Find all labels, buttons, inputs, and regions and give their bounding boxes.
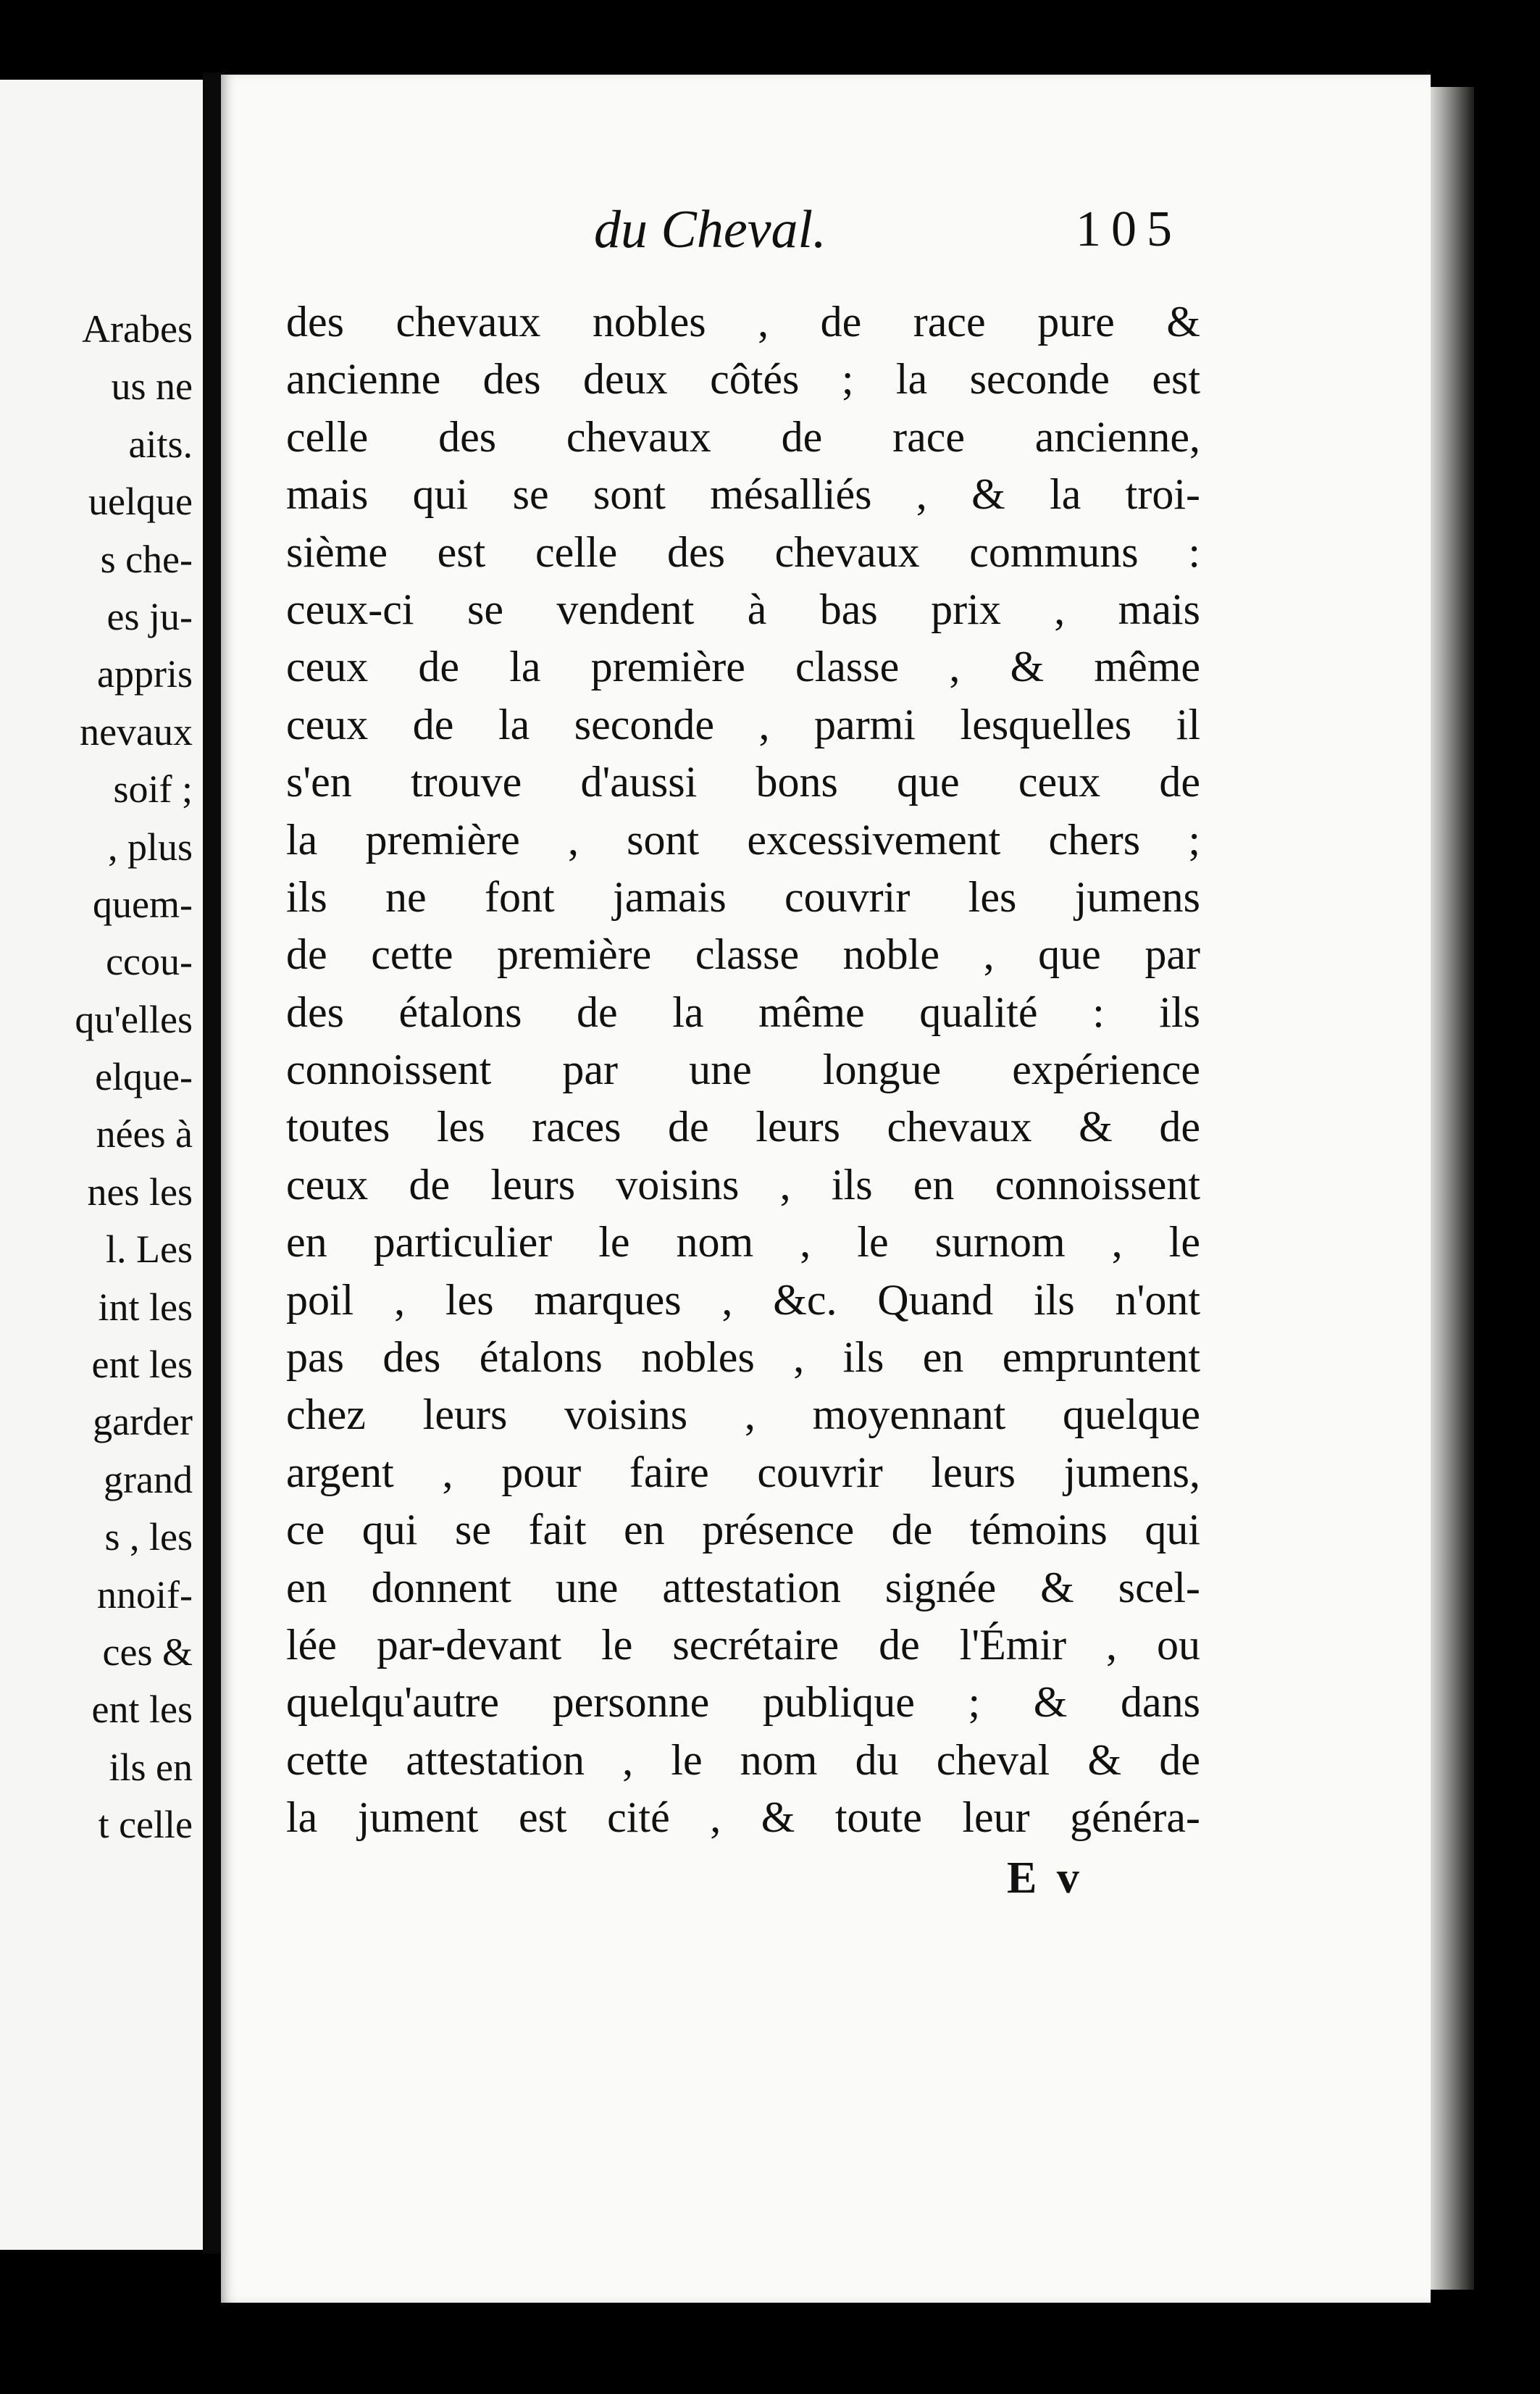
text-line: des chevaux nobles , de race pure & <box>286 298 1200 346</box>
text-line: lée par-devant le secrétaire de l'Émir , ou <box>286 1620 1200 1669</box>
catchword-signature: E v <box>1007 1853 1084 1903</box>
text-line: grand <box>104 1457 193 1501</box>
text-line: nées à <box>96 1112 193 1156</box>
text-line: t celle <box>98 1803 193 1847</box>
text-line: ils ne font jamais couvrir les jumens <box>286 872 1200 921</box>
text-line: es ju- <box>106 594 193 638</box>
previous-page-fragment <box>0 80 203 2250</box>
text-line: des étalons de la même qualité : ils <box>286 988 1200 1036</box>
text-line: appris <box>97 652 193 696</box>
text-line: ent les <box>91 1688 193 1732</box>
text-line: l. Les <box>106 1227 193 1272</box>
previous-page-text <box>75 301 193 1854</box>
text-line: s , les <box>104 1515 193 1559</box>
text-line: en particulier le nom , le surnom , le <box>286 1218 1200 1267</box>
text-line: argent , pour faire couvrir leurs jumens, <box>286 1448 1200 1496</box>
running-head: du Cheval. <box>594 200 827 259</box>
text-line: pas des étalons nobles , ils en empruntent <box>286 1333 1200 1382</box>
text-line: ent les <box>91 1343 193 1387</box>
text-line: nes les <box>87 1169 193 1214</box>
text-line: poil , les marques , &c. Quand ils n'ont <box>286 1275 1200 1324</box>
text-line: int les <box>98 1285 193 1329</box>
text-line: aits. <box>128 422 193 466</box>
text-line: cette attestation , le nom du cheval & de <box>286 1735 1200 1784</box>
text-line: chez leurs voisins , moyennant quelque <box>286 1390 1200 1439</box>
text-line: quelqu'autre personne publique ; & dans <box>286 1678 1200 1727</box>
text-line: garder <box>93 1400 193 1444</box>
page-body-text <box>286 293 1200 1847</box>
text-line: mais qui se sont mésalliés , & la troi- <box>286 470 1200 519</box>
text-line: Arabes <box>82 307 193 351</box>
text-line: la jument est cité , & toute leur généra- <box>286 1793 1200 1842</box>
text-line: nnoif- <box>97 1572 193 1617</box>
text-line: ce qui se fait en présence de témoins qui <box>286 1506 1200 1554</box>
text-line: ccou- <box>106 940 193 984</box>
text-line: elque- <box>95 1055 193 1099</box>
text-line: uelque <box>88 480 193 524</box>
text-line: s'en trouve d'aussi bons que ceux de <box>286 758 1200 806</box>
text-line: qu'elles <box>75 997 193 1041</box>
text-line: ceux-ci se vendent à bas prix , mais <box>286 585 1200 633</box>
text-line: ces & <box>102 1630 193 1674</box>
text-line: ceux de la seconde , parmi lesquelles il <box>286 700 1200 748</box>
text-line: toutes les races de leurs chevaux & de <box>286 1103 1200 1151</box>
text-line: connoissent par une longue expérience <box>286 1046 1200 1094</box>
text-line: soif ; <box>113 767 193 812</box>
text-line: ceux de la première classe , & même <box>286 643 1200 691</box>
page-edge-shadow <box>1431 87 1474 2290</box>
text-line: nevaux <box>80 709 193 754</box>
text-line: de cette première classe noble , que par <box>286 930 1200 979</box>
text-line: , plus <box>107 825 193 869</box>
text-line: celle des chevaux de race ancienne, <box>286 412 1200 461</box>
text-line: en donnent une attestation signée & scel- <box>286 1563 1200 1611</box>
text-line: ceux de leurs voisins , ils en connoissent <box>286 1160 1200 1209</box>
page-number: 105 <box>1076 201 1182 257</box>
text-line: quem- <box>93 882 193 926</box>
text-line: ils en <box>109 1745 193 1789</box>
text-line: s che- <box>100 537 193 581</box>
text-line: sième est celle des chevaux communs : <box>286 527 1200 576</box>
text-line: ancienne des deux côtés ; la seconde est <box>286 355 1200 404</box>
text-line: la première , sont excessivement chers ; <box>286 815 1200 864</box>
text-line: us ne <box>111 364 193 409</box>
